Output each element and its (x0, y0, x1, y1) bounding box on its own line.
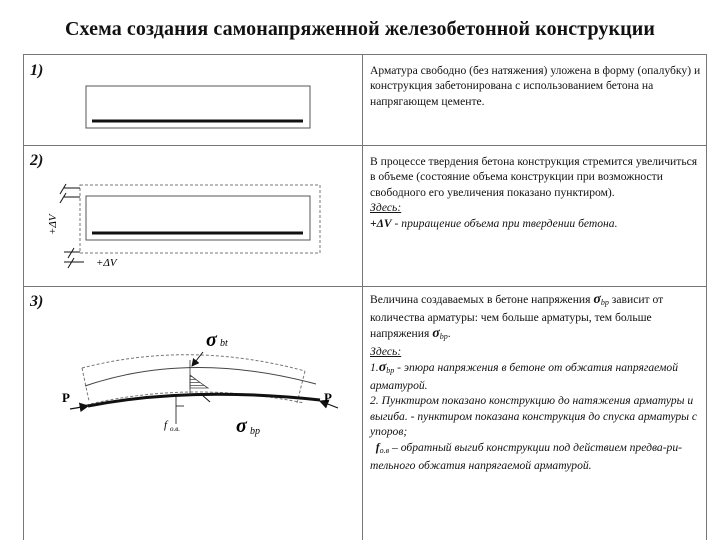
stress-diagram (190, 375, 208, 388)
diagram-1 (86, 86, 310, 128)
row-1-text: Арматура свободно (без натяжения) уложена в форму (опалубку) и конструкция забетонирована с использованием бетона на напрягающем цементе. (370, 64, 701, 108)
force-arrow-left (70, 406, 88, 409)
tick (68, 258, 74, 268)
deflection-label: f (164, 419, 168, 431)
row-3-item-1: $1.\sigma_{bp}$ - эпюра напряжения в бетоне от обжатия напрягаемой арматурой. (370, 359, 679, 393)
sigma-bt-subscript: bt (220, 338, 228, 349)
row-2-note: +ΔV - приращение объема при твердении бетона. (370, 216, 618, 230)
sigma-bp-subscript: bp (250, 426, 260, 437)
sigma-bt-label: σ (206, 329, 217, 351)
row-3-item-3: $f_{о.в}$ – обратный выгиб конструкции под действием предва-ри-тельного обжатия напрягаемой арматурой. (370, 440, 683, 473)
row-1-number: 1) (30, 62, 44, 79)
expanded-outline (80, 185, 320, 253)
row-3-note-label: Здесь: (370, 345, 402, 359)
tick (60, 184, 66, 194)
row-2-note-label: Здесь: (370, 201, 402, 215)
diagram-3 (62, 329, 338, 437)
deflection-subscript: о.в. (170, 425, 181, 433)
delta-v-bottom-label: +ΔV (96, 257, 117, 269)
delta-v-left-label: +ΔV (47, 214, 59, 235)
row-3-item-2: 2. Пунктиром показано конструкцию до натяжения арматуры и выгиба. - пунктиром показана конструкция до спуска арматуры с упоров; (370, 394, 698, 439)
row-3-text: Величина создаваемых в бетоне напряжения $\sigma_{bp}$ зависит от количества арматуры: чем больше арматуры, тем больше напряжения $\sigma_{bp}$. (370, 292, 664, 341)
tick (60, 193, 66, 203)
original-top-outline (82, 355, 305, 371)
row-2-text: В процессе твердения бетона конструкция стремится увеличиться в объеме (состояние объема конструкции при возможности свободного его увеличения показано пунктиром). (370, 155, 698, 199)
page-title: Схема создания самонапряженной железобетонной конструкции (65, 18, 655, 40)
force-left-label: P (62, 390, 70, 405)
force-right-label: P (324, 390, 332, 405)
row-3-number: 3) (30, 293, 44, 310)
tick (68, 248, 74, 258)
row-2-number: 2) (30, 152, 44, 169)
diagram-2 (47, 184, 320, 269)
sigma-bp-label: σ (236, 415, 247, 437)
sigma-bt-leader (192, 352, 203, 366)
